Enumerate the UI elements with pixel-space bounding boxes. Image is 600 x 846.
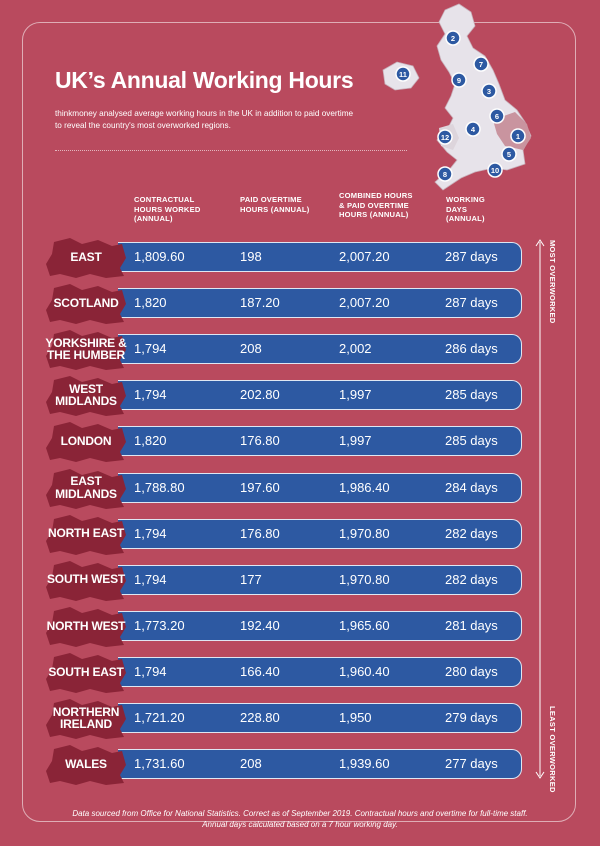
cell-contractual: 1,794 (134, 341, 167, 357)
cell-overtime: 166.40 (240, 663, 280, 679)
cell-contractual: 1,794 (134, 663, 167, 679)
map-marker-label: 6 (494, 112, 500, 121)
map-marker-label: 9 (456, 76, 462, 85)
map-marker-label: 3 (486, 87, 492, 96)
dotted-divider (55, 150, 407, 151)
cell-days: 281 days (445, 617, 498, 633)
footer-note: Data sourced from Office for National Statistics. Correct as of September 2019. Contractual hours and overtime for full-time staff. Annual days calculated based on a 7 hour working day. (72, 809, 528, 829)
cell-combined: 2,007.20 (339, 249, 390, 264)
cell-overtime: 208 (240, 756, 262, 772)
region-name: WALES (65, 756, 107, 771)
region-name: NORTH WEST (46, 618, 126, 633)
table-row (40, 657, 522, 689)
region-name: WEST MIDLANDS (55, 381, 117, 409)
table-row (40, 380, 522, 412)
cell-combined: 1,939.60 (339, 756, 390, 772)
region-name: YORKSHIRE & THE HUMBER (45, 335, 127, 363)
region-name: NORTH EAST (47, 526, 124, 541)
cell-combined: 1,997 (339, 387, 372, 403)
table-row (40, 242, 522, 274)
cell-combined: 1,965.60 (339, 617, 390, 633)
map-marker-label: 12 (440, 133, 450, 142)
table-row (40, 703, 522, 735)
cell-contractual: 1,820 (134, 295, 167, 311)
cell-days: 285 days (445, 387, 498, 403)
cell-combined: 1,986.40 (339, 479, 390, 495)
region-name: SCOTLAND (53, 295, 119, 310)
cell-days: 280 days (445, 663, 498, 679)
table-row (40, 473, 522, 505)
region-name: NORTHERN IRELAND (52, 704, 120, 731)
cell-overtime: 208 (240, 341, 262, 357)
cell-combined: 2,002 (339, 341, 372, 357)
cell-combined: 1,960.40 (339, 663, 390, 679)
cell-contractual: 1,820 (134, 433, 167, 449)
intro-text: thinkmoney analysed average working hours in the UK in addition to paid overtime to reveal the country's most overworked regions. (55, 109, 354, 130)
cell-overtime: 176.80 (240, 433, 280, 449)
map-marker-label: 5 (506, 150, 512, 159)
region-name: LONDON (60, 434, 112, 449)
cell-combined: 2,007.20 (339, 295, 390, 311)
map-marker-label: 11 (399, 70, 407, 79)
cell-combined: 1,970.80 (339, 571, 390, 587)
cell-days: 282 days (445, 571, 498, 587)
cell-overtime: 228.80 (240, 710, 280, 725)
region-name: SOUTH EAST (48, 664, 124, 679)
header-working-days: WORKING DAYS (ANNUAL) (446, 195, 485, 223)
header-combined: COMBINED HOURS & PAID OVERTIME HOURS (ANNUAL) (339, 191, 413, 219)
header-contractual: CONTRACTUAL HOURS WORKED (ANNUAL) (134, 195, 201, 223)
cell-days: 287 days (445, 295, 498, 311)
header-overtime: PAID OVERTIME HOURS (ANNUAL) (240, 195, 310, 214)
cell-overtime: 202.80 (240, 387, 280, 403)
table-row (40, 611, 522, 643)
table-row (40, 426, 522, 458)
cell-contractual: 1,794 (134, 525, 167, 541)
map-marker-label: 4 (470, 125, 476, 134)
map-marker-label: 1 (515, 132, 521, 141)
cell-contractual: 1,809.60 (134, 249, 185, 264)
cell-contractual: 1,721.20 (134, 710, 185, 725)
page-title: UK’s Annual Working Hours (55, 67, 354, 93)
region-name: EAST MIDLANDS (55, 474, 117, 501)
cell-overtime: 177 (240, 571, 262, 587)
uk-map (375, 0, 580, 200)
most-overworked-label: MOST OVERWORKED (548, 240, 557, 324)
cell-days: 282 days (445, 525, 498, 541)
cell-overtime: 176.80 (240, 525, 280, 541)
table-row (40, 565, 522, 597)
cell-combined: 1,970.80 (339, 525, 390, 541)
cell-days: 279 days (445, 710, 498, 725)
cell-contractual: 1,788.80 (134, 479, 185, 495)
cell-contractual: 1,794 (134, 387, 167, 403)
cell-days: 285 days (445, 433, 498, 449)
table-row (40, 519, 522, 551)
table-row (40, 288, 522, 320)
table-row (40, 334, 522, 366)
cell-days: 277 days (445, 756, 498, 772)
cell-contractual: 1,731.60 (134, 756, 185, 772)
map-marker-label: 2 (450, 34, 456, 43)
region-name: EAST (70, 249, 102, 264)
cell-overtime: 197.60 (240, 479, 280, 495)
least-overworked-label: LEAST OVERWORKED (548, 706, 557, 793)
cell-overtime: 192.40 (240, 617, 280, 633)
cell-contractual: 1,794 (134, 571, 167, 587)
region-name: SOUTH WEST (47, 572, 125, 587)
cell-overtime: 198 (240, 249, 262, 264)
map-marker-label: 8 (442, 170, 448, 179)
ranking-arrow (533, 238, 547, 780)
cell-contractual: 1,773.20 (134, 617, 185, 633)
map-marker-label: 7 (478, 60, 484, 69)
cell-days: 286 days (445, 341, 498, 357)
cell-days: 284 days (445, 479, 498, 495)
map-marker-label: 10 (490, 166, 500, 175)
cell-overtime: 187.20 (240, 295, 280, 311)
cell-combined: 1,950 (339, 710, 372, 725)
cell-combined: 1,997 (339, 433, 372, 449)
table-row (40, 749, 522, 781)
cell-days: 287 days (445, 249, 498, 264)
